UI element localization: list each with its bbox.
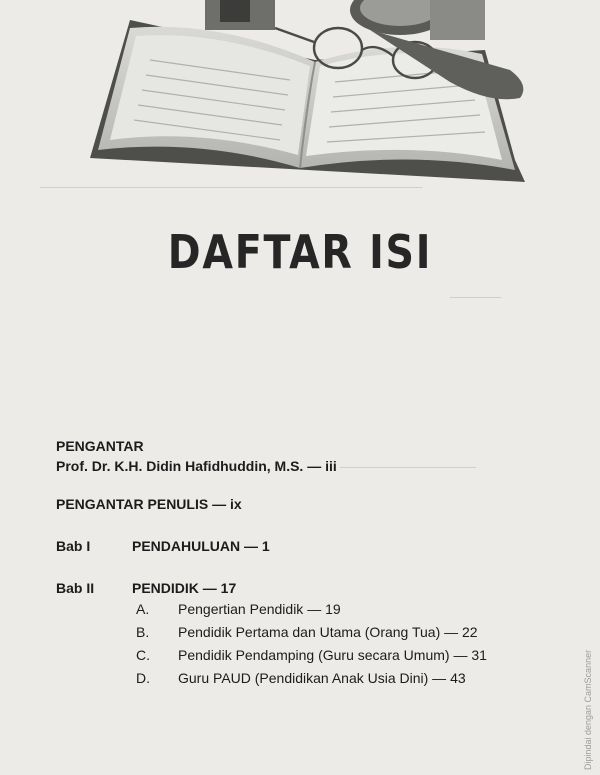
bleed-through-text: ─────────────────────────────────────────────	[40, 180, 423, 194]
pengantar-heading: PENGANTAR	[56, 438, 144, 454]
open-book-illustration	[70, 0, 540, 190]
bleed-through-text: ────────────────	[340, 460, 477, 474]
section-entry: Pendidik Pertama dan Utama (Orang Tua) — 22	[178, 624, 478, 640]
pengantar-author-entry: Prof. Dr. K.H. Didin Hafidhuddin, M.S. — iii	[56, 458, 337, 474]
bleed-through-text: ──────	[450, 290, 502, 304]
section-letter: A.	[136, 601, 150, 617]
pengantar-penulis-entry: PENGANTAR PENULIS — ix	[56, 496, 242, 512]
chapter-2-title: PENDIDIK — 17	[132, 580, 237, 596]
page-title: DAFTAR ISI	[167, 225, 433, 279]
chapter-2-number: Bab II	[56, 580, 95, 596]
section-letter: B.	[136, 624, 150, 640]
section-entry: Guru PAUD (Pendidikan Anak Usia Dini) — 43	[178, 670, 466, 686]
chapter-1-title: PENDAHULUAN — 1	[132, 538, 270, 554]
section-letter: C.	[136, 647, 150, 663]
chapter-1-number: Bab I	[56, 538, 91, 554]
section-entry: Pendidik Pendamping (Guru secara Umum) — 31	[178, 647, 487, 663]
section-entry: Pengertian Pendidik — 19	[178, 601, 341, 617]
section-letter: D.	[136, 670, 150, 686]
scanner-watermark: Dipindai dengan CamScanner	[583, 649, 593, 770]
